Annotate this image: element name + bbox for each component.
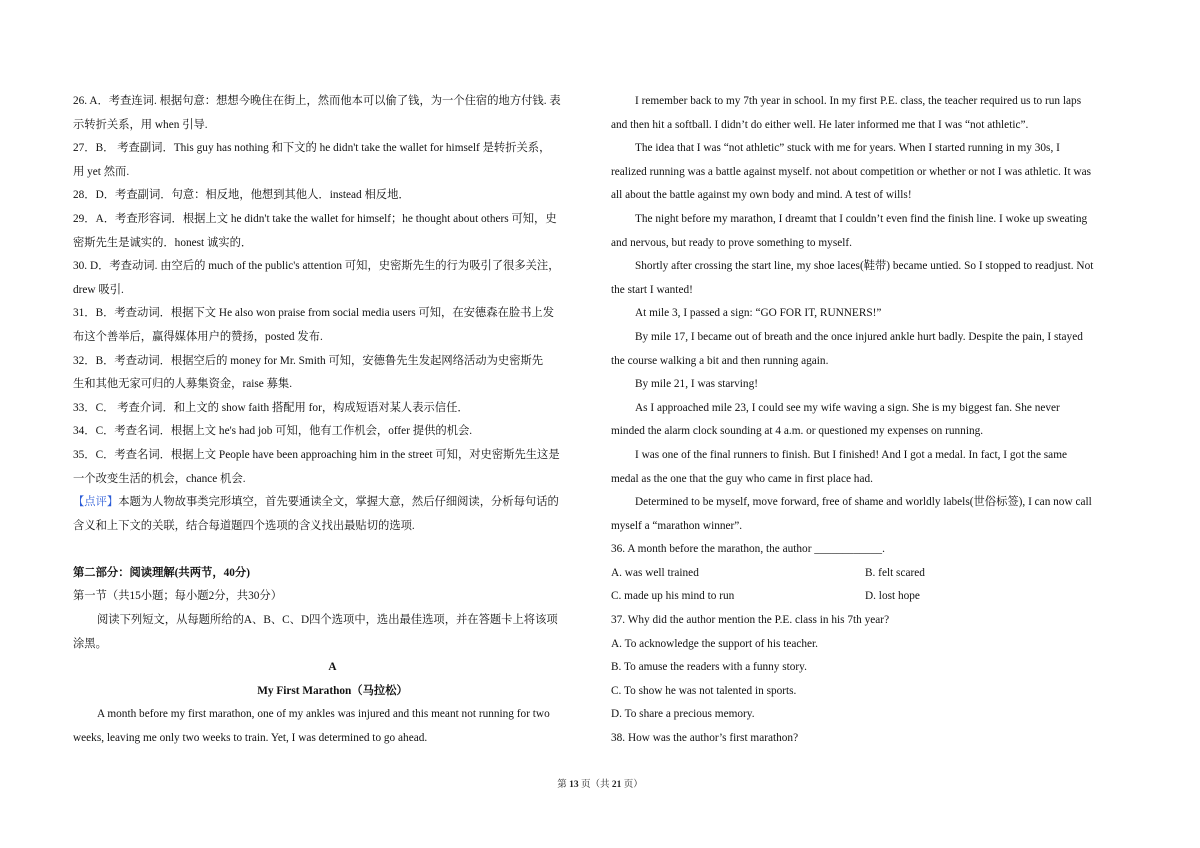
passage-line: The idea that I was “not athletic” stuck with me for years. When I started running in my 30s, I [635,142,1060,155]
answer-line: 示转折关系，用 when 引导. [73,118,208,131]
passage-line: weeks, leaving me only two weeks to train. Yet, I was determined to go ahead. [73,732,428,745]
answer-line: drew 吸引. [73,283,124,296]
passage-line: At mile 3, I passed a sign: “GO FOR IT, RUNNERS!” [635,307,882,320]
left-column [73,90,592,751]
spacer [73,538,592,562]
page-footer [0,776,1200,790]
question-36-stem: 36. A month before the marathon, the author ____________. [611,543,885,556]
comment-line: 含义和上下文的关联，结合每道题四个选项的含义找出最贴切的选项. [73,519,415,532]
question-36-options-row [611,562,1130,586]
passage-line: By mile 17, I became out of breath and the once injured ankle hurt badly. Despite the pain, I stayed [635,330,1083,343]
question-38-stem: 38. How was the author’s first marathon? [611,732,799,745]
answer-line: 26. A．考查连词. 根据句意：想想今晚住在街上，然而他本可以偷了钱，为一个住宿的地方付钱. 表 [73,95,561,107]
comment [73,491,592,515]
instruction-line: 涂黑。 [73,637,107,650]
passage-line: Determined to be myself, move forward, free of shame and worldly labels(世俗标签), I can now call [635,496,1092,509]
option-c: C. made up his mind to run [611,590,735,603]
passage-title: My First Marathon（马拉松） [257,684,408,697]
passage-line: The night before my marathon, I dreamt that I couldn’t even find the finish line. I woke up sweating [635,212,1088,225]
comment-text: 本题为人物故事类完形填空，首先要通读全文，掌握大意，然后仔细阅读，分析每句话的 [118,496,559,509]
passage-line: realized running was a battle against myself. not about competition or whether or not I was athletic. It was [611,165,1091,178]
passage-line: the course walking a bit and then running again. [611,354,829,367]
answer-line: 密斯先生是诚实的．honest 诚实的． [73,236,253,249]
answer-line: 生和其他无家可归的人募集资金，raise 募集. [73,378,293,391]
passage-line: A month before my first marathon, one of my ankles was injured and this meant not running for two [97,708,550,721]
passage-line: I remember back to my 7th year in school. In my first P.E. class, the teacher required us to run laps [635,95,1082,107]
comment-tag: 【点评】 [73,496,119,509]
right-column [611,90,1130,751]
option-a: A. To acknowledge the support of his teacher. [611,637,818,650]
question-36-options-row [611,585,1130,609]
answer-line: 一个改变生活的机会，chance 机会. [73,472,246,485]
option-d: D. lost hope [865,590,920,603]
footer-prefix: 第 [557,780,570,790]
passage-line: and then hit a softball. I didn’t do either well. He later informed me that I was “not athletic”. [611,118,1029,131]
section-title: 第一节（共15小题；每小题2分，共30分） [73,590,282,603]
answer-line: 29．A．考查形容词．根据上文 he didn't take the wallet for himself；he thought about others 可知，史 [73,212,557,225]
answer-explanations [73,90,592,491]
answer-line: 31．B．考查动词．根据下文 He also won praise from social media users 可知，在安德森在脸书上发 [73,307,555,320]
option-c: C. To show he was not talented in sports. [611,684,797,697]
answer-line: 27．B． 考查副词．This guy has nothing 和下文的 he didn't take the wallet for himself 是转折关系， [73,142,551,155]
instruction-line: 阅读下列短文，从每题所给的A、B、C、D四个选项中，选出最佳选项，并在答题卡上将该项 [97,614,558,627]
passage-line: medal as the one that the guy who came in first place had. [611,472,873,485]
passage-line: As I approached mile 23, I could see my wife waving a sign. She is my biggest fan. She never [635,401,1060,414]
passage-line: the start I wanted! [611,283,693,296]
answer-line: 28．D．考查副词．句意：相反地，他想到其他人．instead 相反地． [73,189,410,202]
passage-letter: A [328,661,337,674]
passage-line: and nervous, but ready to prove something to myself. [611,236,852,249]
option-d: D. To share a precious memory. [611,708,755,721]
part-title: 第二部分：阅读理解(共两节，40分) [73,566,250,579]
answer-line: 32．B．考查动词．根据空后的 money for Mr. Smith 可知，安德鲁先生发起网络活动为史密斯先 [73,354,544,367]
answer-line: 33．C． 考查介词．和上文的 show faith 搭配用 for，构成短语对某人表示信任． [73,401,469,414]
option-b: B. To amuse the readers with a funny story. [611,661,807,674]
passage-line: Shortly after crossing the start line, my shoe laces(鞋带) became untied. So I stopped to readjust. Not [635,260,1094,273]
answer-line: 34．C．考查名词．根据上文 he's had job 可知，他有工作机会，offer 提供的机会. [73,425,473,438]
passage-line: all about the battle against my own body and mind. A test of wills! [611,189,912,202]
option-a: A. was well trained [611,566,699,579]
option-b: B. felt scared [865,566,925,579]
page-number: 13 [569,780,579,790]
answer-line: 用 yet 然而. [73,165,130,178]
passage-line: I was one of the final runners to finish. But I finished! And I got a medal. In fact, I got the same [635,448,1067,461]
passage-line: myself a “marathon winner”. [611,519,743,532]
answer-line: 35．C．考查名词．根据上文 People have been approaching him in the street 可知，对史密斯先生这是 [73,448,560,461]
passage-line: By mile 21, I was starving! [635,378,758,391]
answer-line: 布这个善举后，赢得媒体用户的赞扬，posted 发布. [73,330,323,343]
footer-middle: 页（共 [578,780,612,790]
passage-line: minded the alarm clock sounding at 4 a.m. or questioned my expenses on running. [611,425,984,438]
page-total: 21 [611,780,622,790]
question-37-stem: 37. Why did the author mention the P.E. class in his 7th year? [611,614,890,627]
answer-line: 30. D．考查动词. 由空后的 much of the public's attention 可知，史密斯先生的行为吸引了很多关注， [73,260,560,273]
footer-suffix: 页） [621,780,643,790]
